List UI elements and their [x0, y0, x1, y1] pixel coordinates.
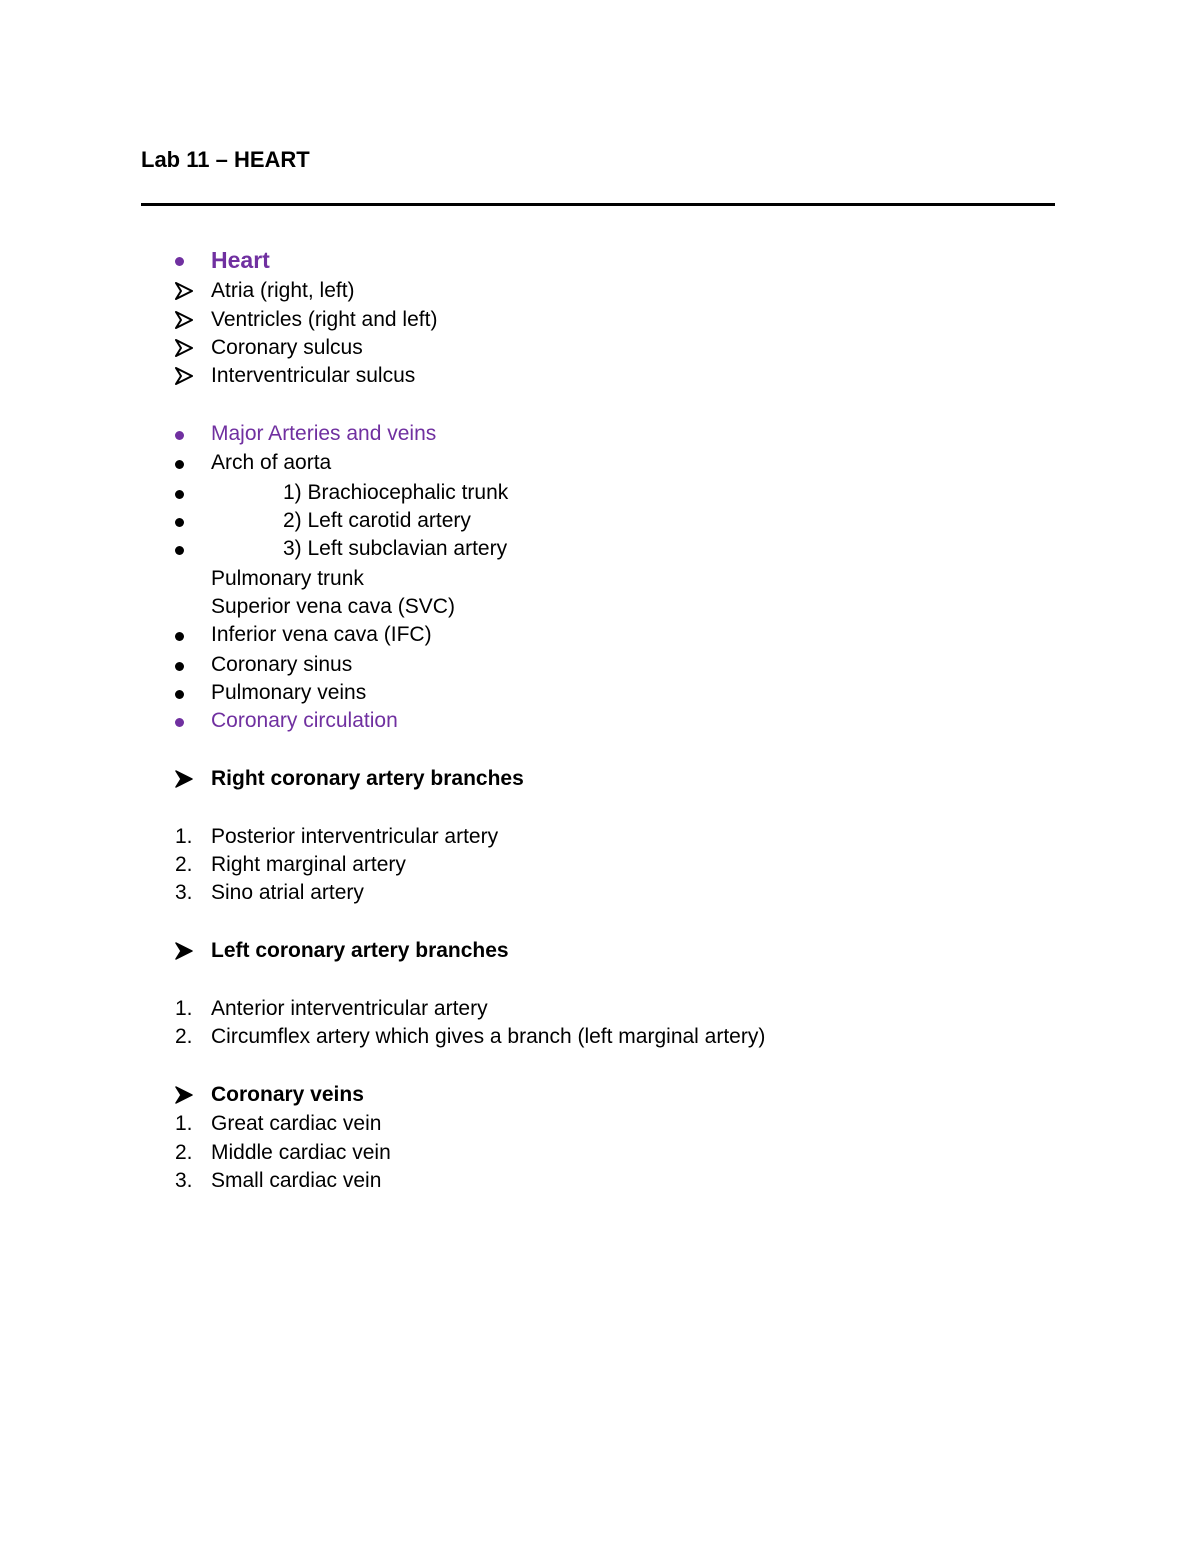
bullet-dot-icon: [175, 718, 184, 727]
arrow-bullet-icon: [175, 1085, 193, 1105]
list-item-text: Middle cardiac vein: [211, 1141, 391, 1164]
list-item-text: Interventricular sulcus: [211, 364, 416, 387]
list-item-text: Coronary sinus: [211, 653, 353, 676]
list-item-text: Pulmonary veins: [211, 681, 367, 704]
arrow-bullet-icon: [175, 941, 193, 961]
subsection-heading: Right coronary artery branches: [211, 767, 524, 790]
section-heading: Coronary circulation: [211, 709, 398, 732]
list-item-text: Arch of aorta: [211, 451, 332, 474]
bullet-dot-icon: [175, 257, 184, 266]
list-item-text: Coronary sulcus: [211, 336, 363, 359]
arrow-bullet-icon: [175, 310, 193, 330]
bullet-dot-icon: [175, 662, 184, 671]
subsection-heading: Left coronary artery branches: [211, 939, 509, 962]
list-item-text: 3) Left subclavian artery: [283, 537, 508, 560]
bullet-dot-icon: [175, 632, 184, 641]
list-number: 2.: [175, 1025, 193, 1048]
list-number: 2.: [175, 853, 193, 876]
list-number: 3.: [175, 1169, 193, 1192]
arrow-bullet-icon: [175, 366, 193, 386]
list-item-text: Small cardiac vein: [211, 1169, 382, 1192]
list-item-text: Inferior vena cava (IFC): [211, 623, 432, 646]
bullet-dot-icon: [175, 431, 184, 440]
subsection-heading: Coronary veins: [211, 1083, 364, 1106]
list-item-text: Sino atrial artery: [211, 881, 364, 904]
arrow-bullet-icon: [175, 281, 193, 301]
page-title: Lab 11 – HEART: [141, 147, 310, 172]
list-number: 1.: [175, 997, 193, 1020]
bullet-dot-icon: [175, 490, 184, 499]
list-item-text: Posterior interventricular artery: [211, 825, 499, 848]
list-item-text: 2) Left carotid artery: [283, 509, 471, 532]
arrow-bullet-icon: [175, 769, 193, 789]
list-item-text: Right marginal artery: [211, 853, 406, 876]
list-item-text: Anterior interventricular artery: [211, 997, 488, 1020]
bullet-dot-icon: [175, 690, 184, 699]
list-item-text: Superior vena cava (SVC): [211, 595, 455, 618]
list-item-text: Pulmonary trunk: [211, 567, 364, 590]
list-item-text: Great cardiac vein: [211, 1112, 382, 1135]
list-item-text: Atria (right, left): [211, 279, 355, 302]
bullet-dot-icon: [175, 460, 184, 469]
list-number: 1.: [175, 825, 193, 848]
arrow-bullet-icon: [175, 338, 193, 358]
list-number: 3.: [175, 881, 193, 904]
bullet-dot-icon: [175, 546, 184, 555]
list-number: 2.: [175, 1141, 193, 1164]
bullet-dot-icon: [175, 518, 184, 527]
list-item-text: Ventricles (right and left): [211, 308, 438, 331]
list-item-text: Circumflex artery which gives a branch (left marginal artery): [211, 1025, 766, 1048]
title-underline: [141, 203, 1055, 206]
list-item-text: 1) Brachiocephalic trunk: [283, 481, 509, 504]
section-heading: Major Arteries and veins: [211, 422, 437, 445]
list-number: 1.: [175, 1112, 193, 1135]
section-heading: Heart: [211, 247, 270, 273]
